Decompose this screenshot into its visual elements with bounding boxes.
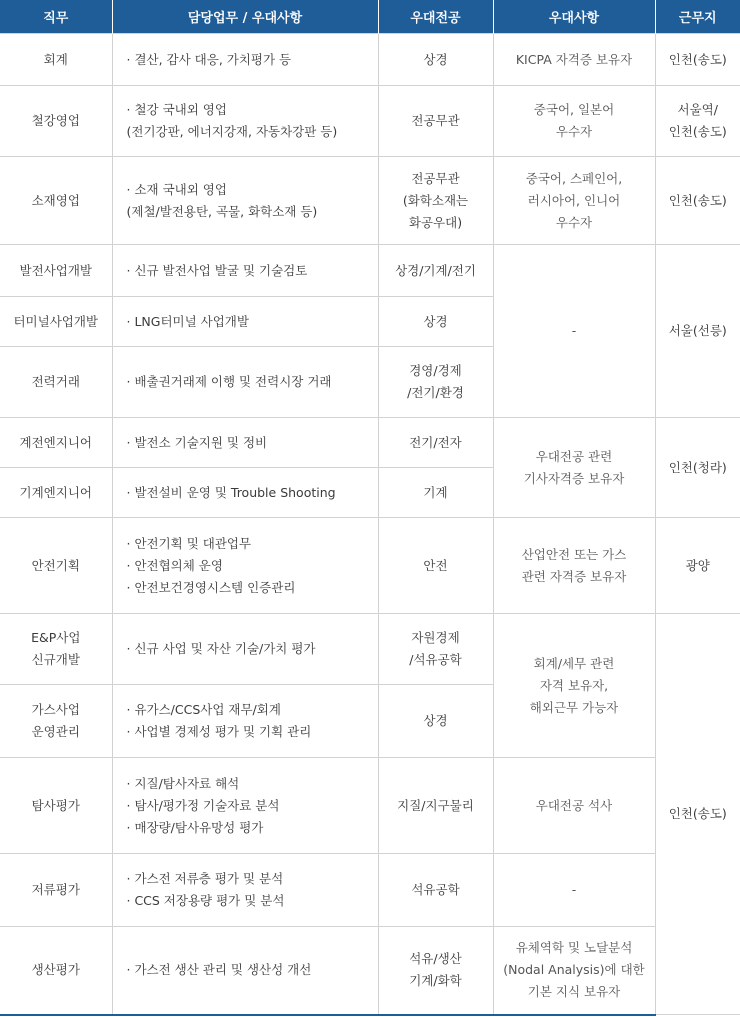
job-cell <box>0 347 112 418</box>
duty-cell <box>112 854 378 927</box>
table-row <box>0 614 740 685</box>
job-cell <box>0 86 112 157</box>
cell-line: 탐사평가 <box>31 797 80 813</box>
duty-cell <box>112 927 378 1015</box>
cell-line: 상경 <box>423 313 448 329</box>
cell-line: E&P사업 <box>31 630 81 645</box>
cell-line: (제철/발전용탄, 곡물, 화학소재 등) <box>126 203 318 219</box>
table-row <box>0 245 740 297</box>
job-cell <box>0 418 112 468</box>
cell-line: 산업안전 또는 가스 <box>521 546 627 562</box>
major-cell <box>378 297 493 347</box>
cell-line: (화학소재는 <box>402 192 469 208</box>
cell-line: /전기/환경 <box>407 385 464 400</box>
cell-line: · 소재 국내외 영업 <box>126 181 227 197</box>
major-cell <box>378 418 493 468</box>
preference-cell <box>493 927 655 1015</box>
preference-cell <box>493 854 655 927</box>
cell-line: 생산평가 <box>31 962 80 978</box>
cell-line: 신규개발 <box>31 652 80 667</box>
cell-line: 석유공학 <box>411 882 460 897</box>
cell-line: KICPA 자격증 보유자 <box>515 51 633 67</box>
cell-line: 인천(송도) <box>668 806 727 821</box>
cell-line: · 신규 발전사업 발굴 및 기술검토 <box>126 262 308 278</box>
header-location: 근무지 <box>655 0 740 34</box>
duty-cell <box>112 297 378 347</box>
cell-line: 철강영업 <box>31 113 80 128</box>
cell-line: 회계 <box>43 51 68 67</box>
job-cell <box>0 685 112 758</box>
cell-line: 인천(송도) <box>668 124 727 139</box>
cell-line: · 발전설비 운영 및 Trouble Shooting <box>126 484 336 500</box>
location-cell <box>655 518 740 614</box>
duty-cell <box>112 34 378 86</box>
major-cell <box>378 614 493 685</box>
cell-line: 인천(청라) <box>668 459 727 475</box>
preference-cell <box>493 418 655 518</box>
cell-line: 상경/기계/전기 <box>395 262 476 278</box>
cell-line: · 매장량/탐사유망성 평가 <box>126 819 264 835</box>
cell-line: 지질/지구물리 <box>397 797 474 813</box>
cell-line: 계전엔지니어 <box>19 434 92 450</box>
cell-line: 발전사업개발 <box>19 262 92 278</box>
cell-line: 자격 보유자, <box>539 677 609 693</box>
cell-line: · 안전보건경영시스템 인증관리 <box>126 579 296 595</box>
cell-line: · 안전기획 및 대관업무 <box>126 535 252 551</box>
table-row <box>0 758 740 854</box>
cell-line: 기사자격증 보유자 <box>523 470 625 486</box>
cell-line: 화공우대) <box>408 214 463 230</box>
cell-line: /석유공학 <box>409 652 462 667</box>
header-duties: 담당업무 / 우대사항 <box>112 0 378 34</box>
table-row <box>0 418 740 468</box>
cell-line: · 안전협의체 운영 <box>126 557 223 573</box>
duty-cell <box>112 86 378 157</box>
cell-line: 서울역/ <box>677 102 718 117</box>
job-cell <box>0 927 112 1015</box>
job-cell <box>0 297 112 347</box>
duty-cell <box>112 614 378 685</box>
cell-line: 유체역학 및 노달분석 <box>515 940 633 956</box>
cell-line: 운영관리 <box>31 724 80 739</box>
cell-line: · 지질/탐사자료 해석 <box>126 775 240 791</box>
cell-line: · 가스전 저류층 평가 및 분석 <box>126 871 284 886</box>
cell-line: 러시아어, 인니어 <box>527 192 621 208</box>
cell-line: 기계엔지니어 <box>19 484 92 500</box>
cell-line: 상경 <box>423 713 448 728</box>
cell-line: · 배출권거래제 이행 및 전력시장 거래 <box>126 374 332 389</box>
cell-line: 경영/경제 <box>409 363 462 378</box>
table-row <box>0 854 740 927</box>
major-cell <box>378 758 493 854</box>
major-cell <box>378 86 493 157</box>
cell-line: 소재영업 <box>31 192 80 208</box>
cell-line: (전기강판, 에너지강재, 자동차강판 등) <box>126 124 338 139</box>
cell-line: 기계/화학 <box>409 973 462 989</box>
cell-line: · 가스전 생산 관리 및 생산성 개선 <box>126 962 312 978</box>
job-cell <box>0 245 112 297</box>
cell-line: · CCS 저장용량 평가 및 분석 <box>126 893 285 908</box>
cell-line: 안전 <box>423 557 448 573</box>
cell-line: 해외근무 가능자 <box>529 699 619 715</box>
duty-cell <box>112 418 378 468</box>
cell-line: - <box>571 882 577 897</box>
cell-line: · 사업별 경제성 평가 및 기획 관리 <box>126 724 312 739</box>
cell-line: 우대전공 관련 <box>535 448 613 464</box>
major-cell <box>378 34 493 86</box>
location-cell <box>655 34 740 86</box>
location-cell <box>655 614 740 1015</box>
cell-line: 우대전공 석사 <box>535 797 613 813</box>
job-cell <box>0 468 112 518</box>
job-cell <box>0 614 112 685</box>
major-cell <box>378 927 493 1015</box>
major-cell <box>378 157 493 245</box>
cell-line: 회계/세무 관련 <box>533 655 615 671</box>
major-cell <box>378 245 493 297</box>
cell-line: 자원경제 <box>411 630 460 645</box>
cell-line: · 탐사/평가정 기술자료 분석 <box>126 797 280 813</box>
duty-cell <box>112 157 378 245</box>
cell-line: 인천(송도) <box>668 192 727 208</box>
major-cell <box>378 347 493 418</box>
cell-line: 중국어, 일본어 <box>533 102 615 117</box>
location-cell <box>655 157 740 245</box>
duty-cell <box>112 518 378 614</box>
major-cell <box>378 468 493 518</box>
major-cell <box>378 518 493 614</box>
cell-line: 중국어, 스페인어, <box>525 170 623 186</box>
cell-line: 인천(송도) <box>668 51 727 67</box>
duty-cell <box>112 245 378 297</box>
cell-line: 관련 자격증 보유자 <box>521 568 627 584</box>
cell-line: 상경 <box>423 51 448 67</box>
location-cell <box>655 418 740 518</box>
cell-line: · LNG터미널 사업개발 <box>126 313 249 329</box>
table-row <box>0 86 740 157</box>
duty-cell <box>112 347 378 418</box>
cell-line: 우수자 <box>555 214 593 230</box>
cell-line: 전공무관 <box>411 113 460 128</box>
cell-line: 저류평가 <box>31 882 80 897</box>
table-header <box>0 0 740 34</box>
cell-line: · 유가스/CCS사업 재무/회계 <box>126 702 281 717</box>
table-row <box>0 34 740 86</box>
job-cell <box>0 758 112 854</box>
job-cell <box>0 34 112 86</box>
preference-cell <box>493 518 655 614</box>
cell-line: 터미널사업개발 <box>13 313 99 329</box>
cell-line: (Nodal Analysis)에 대한 <box>503 962 645 978</box>
duty-cell <box>112 468 378 518</box>
preference-cell <box>493 86 655 157</box>
location-cell <box>655 245 740 418</box>
preference-cell <box>493 758 655 854</box>
cell-line: · 결산, 감사 대응, 가치평가 등 <box>126 51 292 67</box>
table-row <box>0 927 740 1015</box>
preference-cell <box>493 157 655 245</box>
cell-line: - <box>571 323 577 338</box>
major-cell <box>378 685 493 758</box>
duty-cell <box>112 685 378 758</box>
preference-cell <box>493 245 655 418</box>
cell-line: 안전기획 <box>31 557 80 573</box>
header-job: 직무 <box>0 0 112 34</box>
cell-line: · 신규 사업 및 자산 기술/가치 평가 <box>126 641 316 656</box>
cell-line: 전기/전자 <box>409 434 462 450</box>
job-cell <box>0 854 112 927</box>
cell-line: 우수자 <box>555 124 593 139</box>
cell-line: 석유/생산 <box>409 951 462 967</box>
duty-cell <box>112 758 378 854</box>
cell-line: 광양 <box>685 557 710 573</box>
cell-line: 서울(선릉) <box>668 323 727 338</box>
header-major: 우대전공 <box>378 0 493 34</box>
job-cell <box>0 157 112 245</box>
cell-line: 전공무관 <box>411 170 460 186</box>
cell-line: 가스사업 <box>31 702 80 717</box>
preference-cell <box>493 34 655 86</box>
job-cell <box>0 518 112 614</box>
cell-line: · 발전소 기술지원 및 정비 <box>126 434 268 450</box>
cell-line: 기계 <box>423 484 448 500</box>
location-cell <box>655 86 740 157</box>
preference-cell <box>493 614 655 758</box>
table-row <box>0 518 740 614</box>
cell-line: · 철강 국내외 영업 <box>126 102 227 117</box>
table-row <box>0 157 740 245</box>
header-preference: 우대사항 <box>493 0 655 34</box>
cell-line: 기본 지식 보유자 <box>527 984 621 1000</box>
cell-line: 전력거래 <box>31 374 80 389</box>
major-cell <box>378 854 493 927</box>
